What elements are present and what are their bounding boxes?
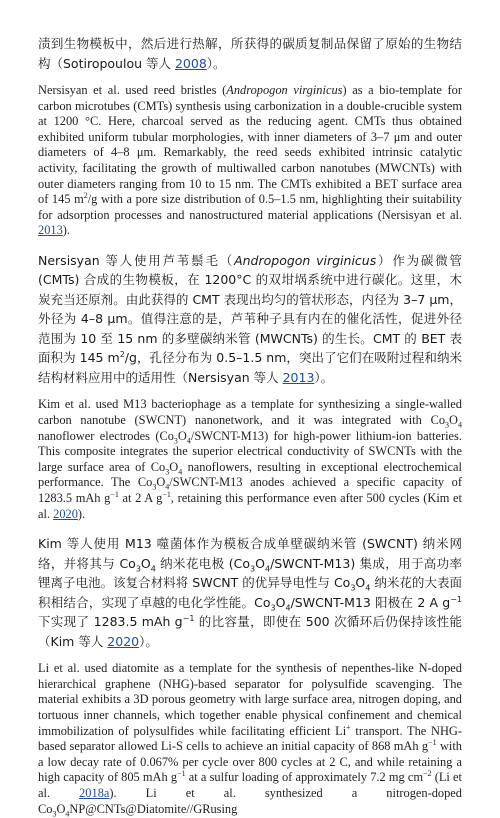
text-segment: with a low decay rate of 0.067% per cycle over 800 cycles at 2 C, and while retaining a high capacity of 805 mAh g	[38, 739, 462, 785]
superscript: 2	[83, 191, 88, 201]
superscript: −1	[450, 594, 462, 604]
text-segment: ）作为碳微管 (CMTs) 合成的生物模板，在 1200°C 的双坩埚系统中进行碳化。这里，木炭充当还原剂。由此获得的 CMT 表现出均匀的管状形态，内径为 3–7 μm，外径为 4–8 μm。值得注意的是，芦苇种子具有内在的催化活性，促进外径范围为 10 至 15 nm 的多壁碳纳米管 (MWCNTs) 的生长。CMT 的 BET 表面积为 145 m	[38, 252, 462, 366]
text-segment: 的比容量，即使在 500 次循环后仍保持该性能（Kim 等人	[38, 614, 462, 649]
text-segment: 渍到生物模板中，然后进行热解，所获得的碳质复制品保留了原始的生物结构（Sotiropoulou 等人	[38, 36, 462, 71]
subscript: 3	[52, 809, 57, 818]
text-segment: /SWCNT-M13 阳极在 2 A g	[290, 594, 451, 610]
text-segment: O	[177, 428, 187, 443]
text-segment: ）。	[139, 633, 158, 649]
superscript: −1	[110, 489, 119, 499]
text-segment: Nersisyan 等人使用芦苇鬃毛（	[38, 252, 235, 268]
text-segment: O	[449, 413, 458, 428]
text-segment: ）。	[206, 55, 226, 71]
text-segment: , retaining this performance even after 500 cycles (Kim et al.	[38, 491, 462, 521]
paragraph-zh	[38, 534, 462, 651]
text-segment: transport. The NHG-based separator allowed Li-S cells to achieve an initial capacity of 868 mAh g	[38, 723, 462, 754]
superscript: −1	[177, 769, 186, 779]
paragraph-zh	[38, 34, 462, 73]
subscript: 4	[150, 564, 156, 574]
text-segment: /SWCNT-M13 anodes achieved a specific capacity of 1283.5 mAh g	[38, 475, 462, 505]
paragraph-en	[38, 661, 462, 817]
text-segment: O	[255, 555, 265, 571]
citation-link[interactable]: 2018a	[79, 785, 110, 800]
text-segment: Nersisyan et al. used reed bristles (	[38, 83, 227, 97]
text-segment: /SWCNT-M13) 集成，用于高功率锂离子电池。该复合材料将 SWCNT 的优异导电性与 Co	[38, 555, 463, 591]
citation-link[interactable]: 2008	[174, 55, 207, 71]
citation-link[interactable]: 2020	[53, 506, 78, 521]
superscript: −1	[182, 614, 195, 624]
superscript: −1	[428, 738, 437, 748]
text-segment: ).	[77, 506, 86, 521]
subscript: 4	[365, 583, 371, 593]
subscript: 3	[250, 564, 256, 574]
subscript: 4	[285, 603, 291, 613]
text-segment: nanoflowers, resulting in exceptional electrochemical performance. The Co	[38, 459, 462, 490]
superscript: +	[346, 722, 351, 732]
subscript: 4	[458, 420, 462, 430]
subscript: 4	[264, 564, 271, 574]
subscript: 3	[152, 482, 157, 492]
text-segment: O	[275, 594, 286, 610]
subscript: 4	[65, 809, 70, 818]
text-segment: ）。	[314, 369, 334, 385]
text-segment: 纳米花的大表面积相结合，实现了卓越的电化学性能。Co	[38, 575, 462, 610]
text-segment: /g，孔径分布为 0.5–1.5 nm，突出了它们在吸附过程和纳米结构材料应用中的适用性（Nersisyan 等人	[38, 350, 462, 385]
citation-link[interactable]: 2013	[38, 223, 63, 238]
italic-text: Andropogon virginicus	[234, 252, 377, 268]
text-segment: O	[140, 555, 151, 571]
citation-link[interactable]: 2020	[107, 633, 140, 649]
superscript: −2	[423, 769, 432, 779]
paragraph-en	[38, 397, 462, 522]
text-segment: Kim et al. used M13 bacteriophage as a template for synthesizing a single-walled carbon nanotube (SWCNT) nanonetwork, and it was integrated with Co	[38, 397, 462, 428]
subscript: 3	[135, 564, 141, 574]
text-segment: O	[156, 475, 166, 490]
subscript: 4	[178, 467, 183, 477]
text-segment: NP@CNTs@Diatomite//GRusing	[69, 801, 238, 816]
text-segment: ).	[62, 223, 71, 238]
paragraph-zh	[38, 251, 462, 388]
subscript: 3	[173, 436, 178, 446]
subscript: 4	[186, 436, 191, 446]
text-segment: O	[56, 801, 66, 816]
text-segment: at a sulfur loading of approximately 7.2 mg cm	[185, 770, 424, 785]
text-segment: Li et al. used diatomite as a template for the synthesis of nepenthes-like N-doped hierarchical graphene (NHG)-based separator for polysulfide scavenging. The material exhibits a 3D porous geometry with large surface area, nitrogen doping, and tortuous inner channels, which together enable physical confinement and chemical immobilization of polysulfides while facilitating efficient Li	[38, 661, 462, 738]
italic-text: Andropogon virginicus	[226, 83, 343, 97]
text-segment: /SWCNT-M13) for high-power lithium-ion batteries. This composite integrates the superior electrical conductivity of SWCNTs with the large surface area of Co	[38, 428, 462, 474]
paragraph-en	[38, 83, 462, 239]
subscript: 3	[165, 467, 170, 477]
superscript: 2	[119, 350, 125, 360]
text-segment: ). Li et al. synthesized a nitrogen-doped Co	[38, 785, 462, 816]
text-segment: at 2 A g	[118, 491, 163, 505]
text-segment: nanoflower electrodes (Co	[38, 428, 174, 443]
text-segment: Kim 等人使用 M13 噬菌体作为模板合成单壁碳纳米管 (SWCNT) 纳米网络，并将其与 Co	[38, 536, 462, 571]
subscript: 3	[445, 420, 450, 430]
text-segment: /g with a pore size distribution of 0.5–1.5 nm, highlighting their suitability for adsorption processes and nanostructured material applications (Nersisyan et al.	[38, 192, 462, 222]
subscript: 4	[165, 482, 170, 492]
text-segment: 下实现了 1283.5 mAh g	[38, 614, 183, 630]
text-segment: O	[169, 459, 179, 474]
text-segment: (Li et al.	[38, 770, 462, 800]
superscript: −1	[162, 489, 171, 499]
document-body	[38, 34, 462, 817]
subscript: 3	[350, 583, 356, 593]
citation-link[interactable]: 2013	[282, 369, 315, 385]
text-segment: O	[355, 575, 366, 591]
subscript: 3	[270, 603, 276, 613]
text-segment: ) as a bio-template for carbon microtubes (CMTs) synthesis using carbonization in a double-crucible system at 1200 °C. Here, charcoal served as the reducing agent. CMTs thus obtained exhibited uniform tubular morphologies, with inner diameters of 3–7 μm and outer diameters of 4–8 μm. Remarkably, the reed seeds exhibited intrinsic catalytic activity, facilitating the growth of multiwalled carbon nanotubes (MWCNTs) with outer diameters ranging from 10 to 15 nm. The CMTs exhibited a BET surface area of 145 m	[38, 83, 462, 207]
text-segment: 纳米花电极 (Co	[155, 555, 251, 571]
